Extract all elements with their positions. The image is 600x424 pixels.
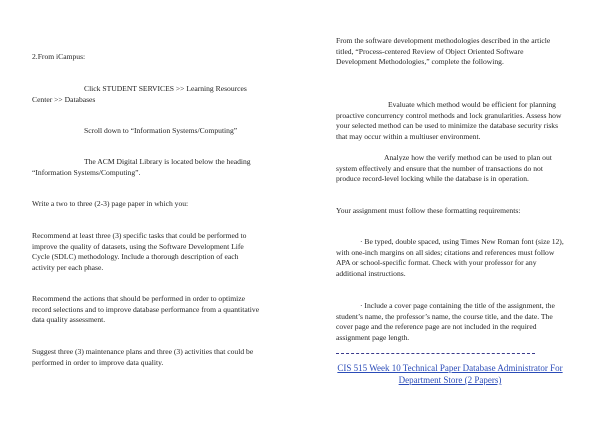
instruction-paragraph: The ACM Digital Library is located below the heading “Information Systems/Computing”. bbox=[32, 157, 251, 177]
task-paragraph: Suggest three (3) maintenance plans and three (3) activities that could be performed in order to improve data quality. bbox=[32, 347, 254, 367]
task-paragraph: Analyze how the verify method can be used to plan out system effectively and ensure that the number of transactions do not produce record-level locking while the database is in operation. bbox=[336, 153, 552, 184]
section-heading: 2.From iCampus: bbox=[32, 52, 86, 61]
intro-paragraph: From the software development methodologies described in the article titled, “Process-centered Review of Object Oriented Software Development Methodologies,” complete the following. bbox=[336, 36, 551, 67]
separator-rule bbox=[336, 353, 535, 354]
formatting-heading: Your assignment must follow these formatting requirements: bbox=[336, 206, 521, 215]
instruction-paragraph: Click STUDENT SERVICES >> Learning Resources Center >> Databases bbox=[32, 84, 247, 104]
formatting-bullet: · Be typed, double spaced, using Times New Roman font (size 12), with one-inch margins on all sides; citations and references must follow APA or school-specific format. Check with your professor for any additional instructions. bbox=[336, 237, 564, 278]
paper-link[interactable]: CIS 515 Week 10 Technical Paper Database Administrator For Department Store (2 Papers) bbox=[337, 363, 563, 385]
task-intro-paragraph: Write a two to three (2-3) page paper in which you: bbox=[32, 199, 189, 208]
formatting-bullet: · Include a cover page containing the title of the assignment, the student’s name, the professor’s name, the course title, and the date. The cover page and the reference page are not included in the required assignment page length. bbox=[336, 301, 555, 342]
instruction-paragraph: Scroll down to “Information Systems/Computing” bbox=[84, 126, 238, 135]
task-paragraph: Recommend the actions that should be performed in order to optimize record selections and to improve database performance from a quantitative data quality assessment. bbox=[32, 294, 260, 325]
task-paragraph: Evaluate which method would be efficient for planning proactive concurrency control methods and lock granularities. Assess how your selected method can be used to minimize the database security risks that may occur within a multiuser environment. bbox=[336, 100, 562, 141]
task-paragraph: Recommend at least three (3) specific tasks that could be performed to improve the quality of datasets, using the Software Development Life Cycle (SDLC) methodology. Include a thorough description of each activity per each phase. bbox=[32, 231, 247, 272]
